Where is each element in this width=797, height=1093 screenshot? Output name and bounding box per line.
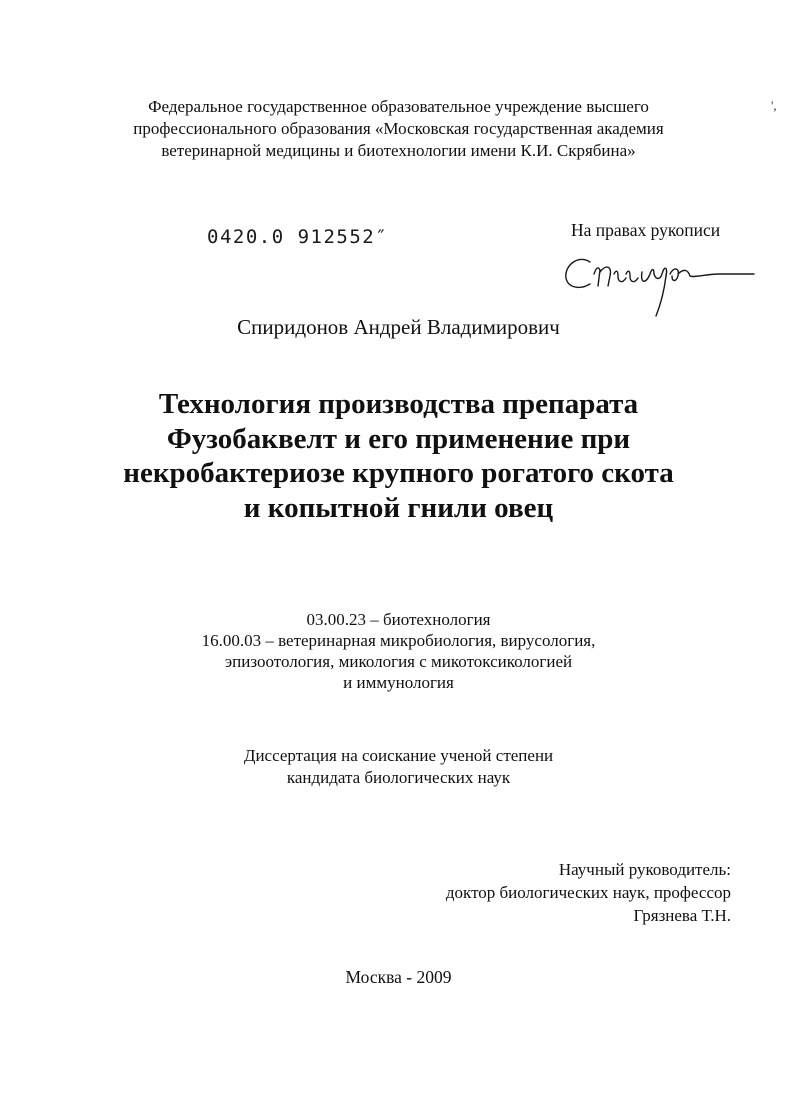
title-line-4: и копытной гнили овец (243, 491, 554, 524)
institution-header (40, 96, 757, 162)
dissertation-title (40, 387, 757, 525)
archive-number: 0420.0 912552″ (207, 226, 389, 248)
institution-line-2: профессионального образования «Московская государственная академия (133, 119, 664, 138)
title-line-3: некробактериозе крупного рогатого скота (123, 457, 674, 489)
handwritten-signature (560, 244, 760, 320)
specialty-line-4: и иммунология (343, 673, 454, 692)
specialty-line-3: эпизоотология, микология с микотоксикологией (224, 652, 573, 671)
supervisor-label: Научный руководитель: (558, 860, 731, 879)
specialty-line-1: 03.00.23 – биотехнология (306, 610, 491, 629)
institution-line-1: Федеральное государственное образовательное учреждение высшего (148, 97, 649, 116)
specialty-codes (40, 609, 757, 693)
supervisor-name: Грязнева Т.Н. (633, 906, 731, 925)
degree-line-1: Диссертация на соискание ученой степени (243, 746, 554, 765)
specialty-line-2: 16.00.03 – ветеринарная микробиология, вирусология, (201, 631, 596, 650)
supervisor-credentials: доктор биологических наук, профессор (445, 883, 731, 902)
city-year: Москва - 2009 (345, 967, 452, 987)
manuscript-rights-note: На правах рукописи (571, 220, 721, 240)
title-line-1: Технология производства препарата (158, 388, 639, 420)
degree-statement (40, 745, 757, 789)
title-line-2: Фузобаквелт и его применение при (166, 422, 631, 455)
corner-mark: ', (771, 98, 777, 113)
degree-line-2: кандидата биологических наук (286, 768, 511, 787)
institution-line-3: ветеринарной медицины и биотехнологии имени К.И. Скрябина» (161, 141, 636, 160)
author-name: Спиридонов Андрей Владимирович (237, 315, 560, 339)
supervisor-block (446, 858, 731, 927)
